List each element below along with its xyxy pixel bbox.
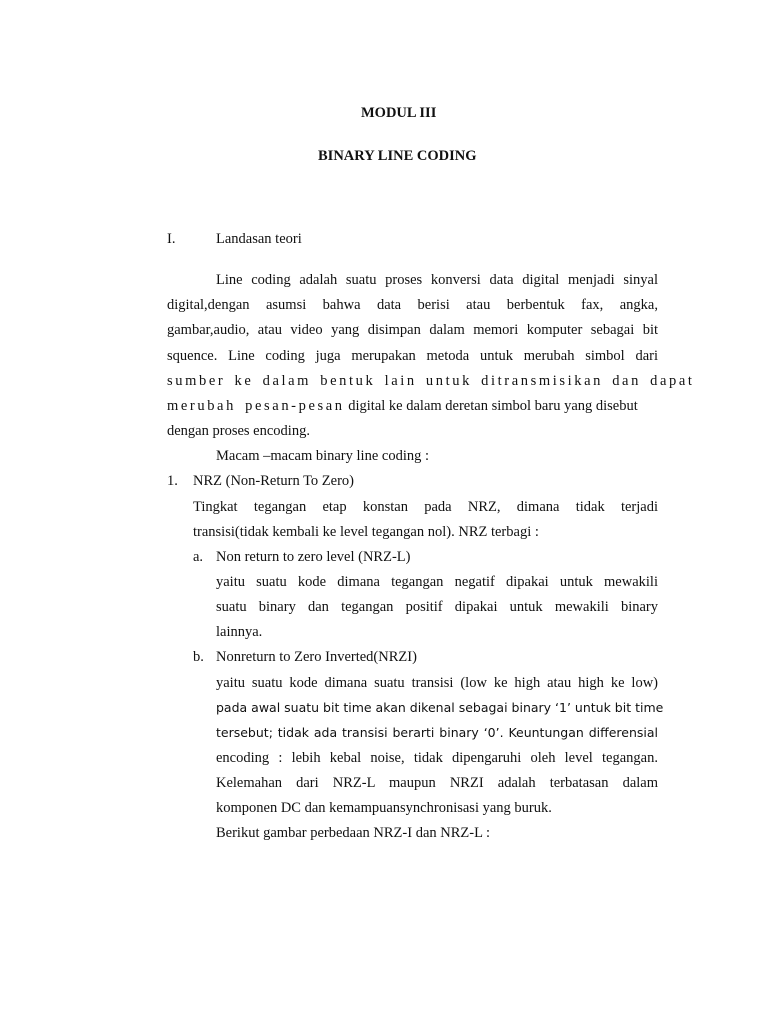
subitem-desc-line: yaitu suatu kode dimana tegangan negatif dipakai untuk mewakili	[216, 574, 658, 590]
paragraph-line: sumber ke dalam bentuk lain untuk ditransmisikan dan dapat	[167, 373, 695, 389]
subitem-desc-line: encoding : lebih kebal noise, tidak dipengaruhi oleh level tegangan.	[216, 750, 658, 766]
subitem-desc-line: Kelemahan dari NRZ-L maupun NRZI adalah terbatasan dalam	[216, 775, 658, 791]
paragraph-line	[167, 396, 638, 416]
subitem-desc-line: komponen DC dan kemampuansynchronisasi yang buruk.	[216, 800, 552, 816]
item-title: NRZ (Non-Return To Zero)	[193, 473, 355, 489]
subitem-letter: b.	[193, 649, 204, 665]
paragraph-line: dengan proses encoding.	[167, 423, 310, 439]
module-subtitle: BINARY LINE CODING	[318, 148, 477, 164]
subitem-desc-line: Berikut gambar perbedaan NRZ-I dan NRZ-L :	[216, 825, 491, 841]
subitem-desc-line: suatu binary dan tegangan positif dipakai untuk mewakili binary	[216, 599, 658, 615]
section-number: I.	[167, 231, 176, 247]
item-desc-line: Tingkat tegangan etap konstan pada NRZ, dimana tidak terjadi	[193, 499, 658, 515]
section-heading: Landasan teori	[216, 231, 302, 247]
module-title: MODUL III	[361, 105, 437, 121]
item-desc-line: transisi(tidak kembali ke level tegangan nol). NRZ terbagi :	[193, 524, 539, 540]
subitem-desc-line: tersebut; tidak ada transisi berarti binary ‘0’. Keuntungan differensial	[216, 725, 658, 740]
paragraph-line: squence. Line coding juga merupakan metoda untuk merubah simbol dari	[167, 348, 658, 364]
paragraph-line: digital,dengan asumsi bahwa data berisi atau berbentuk fax, angka,	[167, 297, 658, 313]
paragraph-line-start: merubah pesan-pesan	[167, 398, 345, 414]
subitem-desc-line: pada awal suatu bit time akan dikenal sebagai binary ‘1’ untuk bit time	[216, 700, 664, 715]
subitem-desc-line: yaitu suatu kode dimana suatu transisi (low ke high atau high ke low)	[216, 675, 658, 691]
paragraph-line: gambar,audio, atau video yang disimpan dalam memori komputer sebagai bit	[167, 322, 658, 338]
paragraph-line: Line coding adalah suatu proses konversi data digital menjadi sinyal	[216, 272, 658, 288]
subitem-letter: a.	[193, 549, 204, 565]
subitem-title: Non return to zero level (NRZ-L)	[216, 549, 411, 565]
item-number: 1.	[167, 473, 178, 489]
paragraph-line-rest: digital ke dalam deretan simbol baru yang disebut	[344, 398, 638, 414]
types-intro: Macam –macam binary line coding :	[216, 448, 429, 464]
subitem-title: Nonreturn to Zero Inverted(NRZI)	[216, 649, 417, 665]
subitem-desc-line: lainnya.	[216, 624, 263, 640]
